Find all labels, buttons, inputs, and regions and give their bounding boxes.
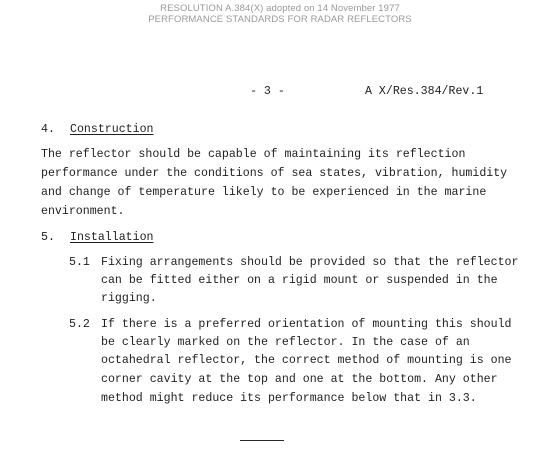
item-5-2-line: octahedral reflector, the correct method of mounting is one [101,354,512,367]
item-5-1-line: Fixing arrangements should be provided so that the reflector [101,256,519,269]
section-4-line: and change of temperature likely to be experienced in the marine [41,186,487,199]
item-5-1-number: 5.1 [69,256,90,269]
item-5-2-number: 5.2 [69,318,90,331]
item-5-2-line: corner cavity at the top and one at the bottom. Any other [101,373,498,386]
item-5-2-line: be clearly marked on the reflector. In the case of an [101,336,470,349]
end-rule [240,440,284,441]
resolution-header: RESOLUTION A.384(X) adopted on 14 November 1977 [160,3,400,14]
section-4-heading: Construction [70,123,154,136]
page-number: - 3 - [250,85,285,98]
section-4-line: performance under the conditions of sea states, vibration, humidity [41,167,508,180]
section-4-line: The reflector should be capable of maintaining its reflection [41,148,466,161]
section-4-number: 4. [41,123,55,136]
resolution-subtitle: PERFORMANCE STANDARDS FOR RADAR REFLECTORS [148,14,412,25]
section-5-heading: Installation [70,231,154,244]
item-5-1-line: rigging. [101,292,157,305]
section-4-line: environment. [41,205,125,218]
document-reference: A X/Res.384/Rev.1 [365,85,484,98]
item-5-2-line: If there is a preferred orientation of mounting this should [101,318,512,331]
section-5-number: 5. [41,231,55,244]
item-5-1-line: can be fitted either on a rigid mount or suspended in the [101,274,498,287]
item-5-2-line: method might reduce its performance below that in 3.3. [101,392,477,405]
